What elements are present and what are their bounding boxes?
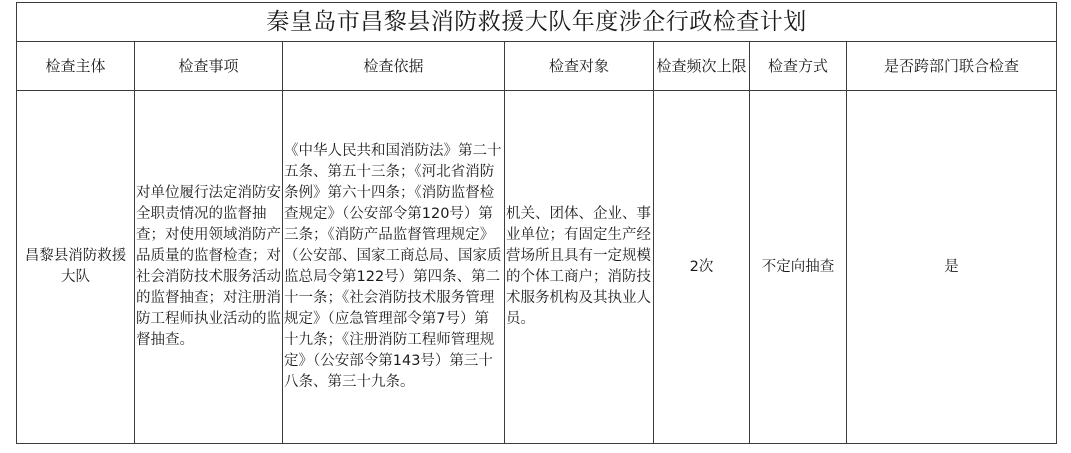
header-matters: 检查事项: [135, 42, 283, 91]
header-basis: 检查依据: [283, 42, 505, 91]
header-method: 检查方式: [750, 42, 847, 91]
table-row: [17, 91, 1057, 444]
cell-subject: 昌黎县消防救援大队: [17, 91, 135, 444]
header-subject: 检查主体: [17, 42, 135, 91]
header-cross-department: 是否跨部门联合检查: [847, 42, 1057, 91]
cell-matters: 对单位履行法定消防安全职责情况的监督抽查；对使用领域消防产品质量的监督检查；对社会消防技术服务活动的监督抽查；对注册消防工程师执业活动的监督抽查。: [135, 91, 283, 444]
header-frequency: 检查频次上限: [654, 42, 750, 91]
cell-target: 机关、团体、企业、事业单位；有固定生产经营场所且具有一定规模的个体工商户；消防技术服务机构及其执业人员。: [505, 91, 654, 444]
cell-frequency: 2次: [654, 91, 750, 444]
cell-cross-department: 是: [847, 91, 1057, 444]
title-row: [17, 3, 1057, 42]
header-target: 检查对象: [505, 42, 654, 91]
inspection-plan-table: [16, 2, 1057, 444]
cell-method: 不定向抽查: [750, 91, 847, 444]
table-title: 秦皇岛市昌黎县消防救援大队年度涉企行政检查计划: [17, 3, 1057, 42]
cell-basis: 《中华人民共和国消防法》第二十五条、第五十三条；《河北省消防条例》第六十四条；《消防监督检查规定》（公安部令第120号）第三条；《消防产品监督管理规定》（公安部、国家工商总局、国家质监总局令第122号）第四条、第二十一条；《社会消防技术服务管理规定》（应急管理部令第7号）第十九条；《注册消防工程师管理规定》（公安部令第143号）第三十八条、第三十九条。: [283, 91, 505, 444]
header-row: [17, 42, 1057, 91]
